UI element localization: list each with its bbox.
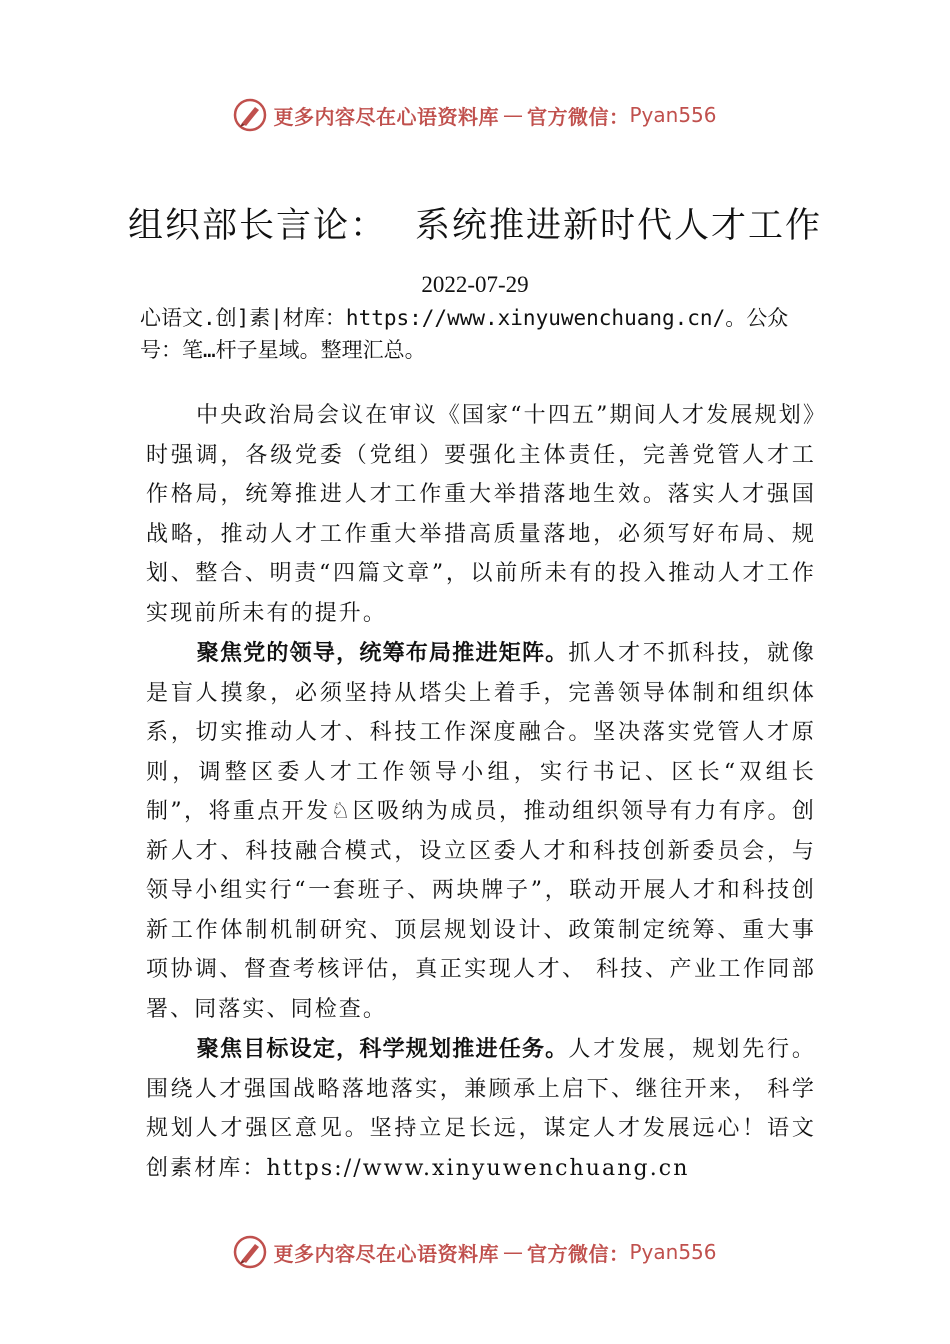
banner-separator: — (502, 1240, 523, 1264)
banner-wechat-id: Pyan556 (629, 1240, 717, 1264)
banner-wechat-id: Pyan556 (629, 103, 717, 127)
section-3-heading: 聚焦目标设定，科学规划推进任务。 (196, 1037, 569, 1062)
paragraph-section-3 (146, 1030, 816, 1188)
section-3-body: 人才发展，规划先行。围绕人才强国战略落地落实，兼顾承上启下、继往开来， 科学规划人才强区意见。坚持立足长远，谋定人才发展远心！语文创素材库：https://www.xinyuwenchuang.cn (146, 1037, 816, 1181)
pen-logo-icon (233, 98, 267, 132)
publish-date: 2022-07-29 (421, 272, 529, 297)
paragraph-section-2 (146, 634, 816, 1029)
banner-text: 更多内容尽在心语资料库 (273, 1241, 499, 1266)
title-part-1: 组织部长言论： (127, 206, 387, 246)
header-watermark-banner (0, 95, 950, 135)
footer-watermark-banner (0, 1232, 950, 1272)
paragraph-intro (146, 396, 816, 633)
banner-separator: — (502, 103, 523, 127)
title-part-2: 系统推进新时代人才工作 (415, 206, 823, 246)
paragraph-intro-text: 中央政治局会议在审议《国家“十四五”期间人才发展规划》时强调，各级党委（党组）要强化主体责任，完善党管人才工作格局，统筹推进人才工作重大举措落地生效。落实人才强国战略，推动人才工作重大举措高质量落地，必须写好布局、规划、整合、明责“四篇文章”，以前所未有的投入推动人才工作实现前所未有的提升。 (146, 403, 816, 626)
source-note: 心语文.创]素|材库：https://www.xinyuwenchuang.cn/。公众号：笔…杆子星域。整理汇总。 (140, 306, 789, 362)
section-2-heading: 聚焦党的领导，统筹布局推进矩阵。 (196, 641, 569, 666)
banner-wechat-label: 官方微信： (526, 1241, 630, 1266)
banner-text: 更多内容尽在心语资料库 (273, 104, 499, 129)
pen-logo-icon (233, 1235, 267, 1269)
page-title (0, 198, 950, 248)
banner-wechat-label: 官方微信： (526, 104, 630, 129)
section-2-body: 抓人才不抓科技，就像是盲人摸象，必须坚持从塔尖上着手，完善领导体制和组织体系，切实推动人才、科技工作深度融合。坚决落实党管人才原则，调整区委人才工作领导小组，实行书记、区长“双组长制”，将重点开发♘区吸纳为成员，推动组织领导有力有序。创新人才、科技融合模式，设立区委人才和科技创新委员会，与领导小组实行“一套班子、两块牌子”，联动开展人才和科技创新工作体制机制研究、顶层规划设计、政策制定统筹、重大事项协调、督查考核评估，真正实现人才、 科技、产业工作同部署、同落实、同检查。 (146, 641, 816, 1022)
